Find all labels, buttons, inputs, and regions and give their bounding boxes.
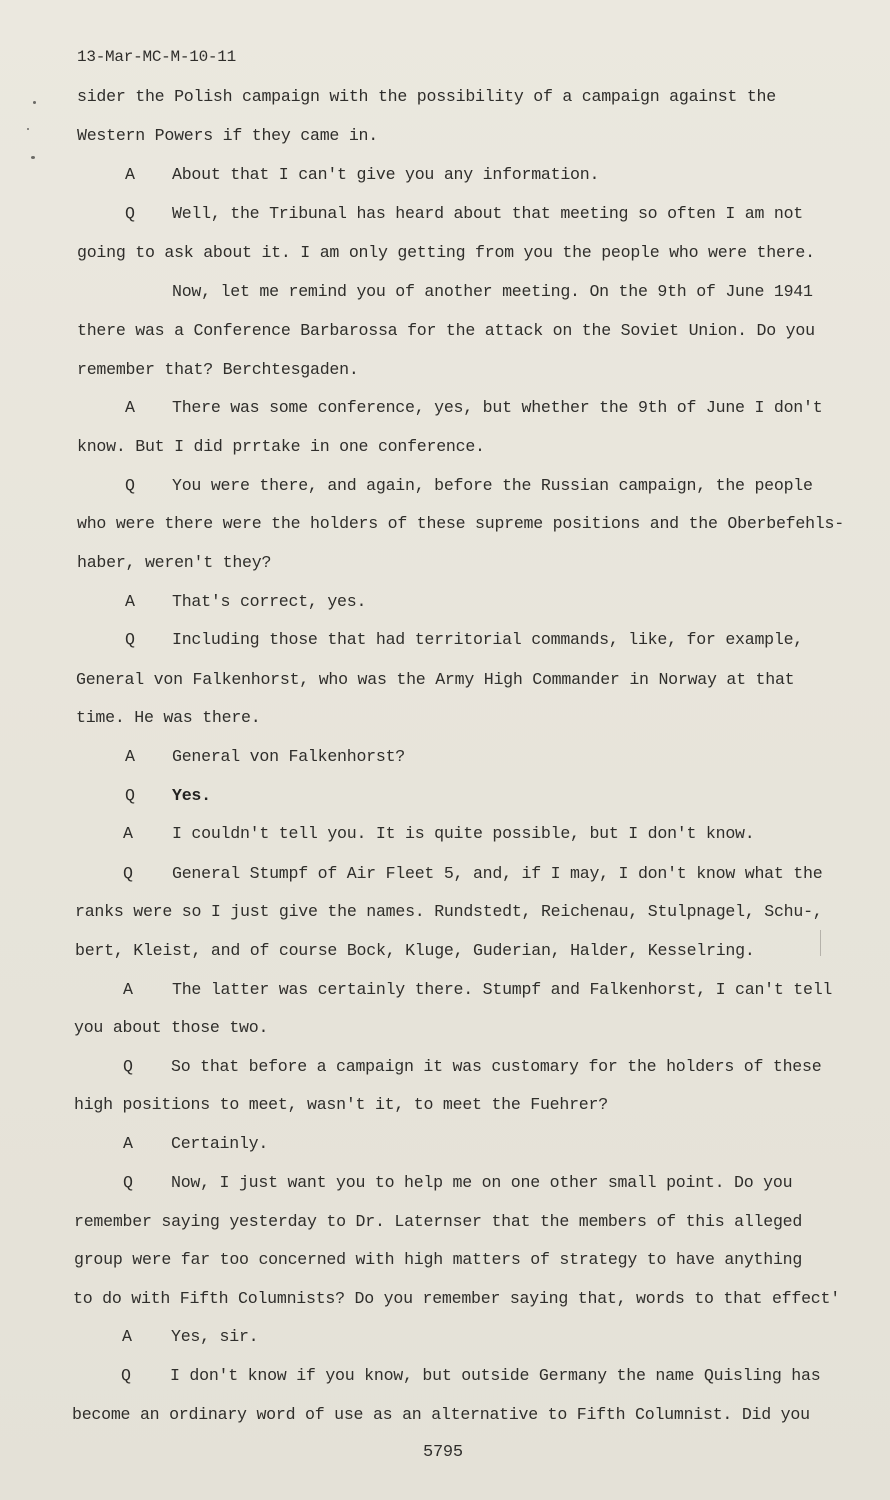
speaker-label: A xyxy=(122,1327,132,1346)
speaker-label: Q xyxy=(125,786,135,805)
margin-mark xyxy=(31,156,35,159)
line-text: going to ask about it. I am only getting from you the people who were there. xyxy=(77,243,815,262)
line-text: General von Falkenhorst, who was the Army High Commander in Norway at that xyxy=(76,670,795,689)
line-text: Including those that had territorial commands, like, for example, xyxy=(172,630,804,649)
speaker-label: A xyxy=(125,398,135,417)
line-text: group were far too concerned with high matters of strategy to have anything xyxy=(74,1250,803,1269)
speaker-label: Q xyxy=(123,864,133,883)
line-text: sider the Polish campaign with the possibility of a campaign against the xyxy=(77,87,776,106)
speaker-label: Q xyxy=(121,1366,131,1385)
line-text: Now, let me remind you of another meeting. On the 9th of June 1941 xyxy=(172,282,813,301)
page-number: 5795 xyxy=(423,1443,463,1462)
margin-mark xyxy=(27,128,29,130)
speaker-label: A xyxy=(123,824,133,843)
speaker-label: A xyxy=(123,980,133,999)
line-text: bert, Kleist, and of course Bock, Kluge, Guderian, Halder, Kesselring. xyxy=(75,941,755,960)
document-header-code: 13-Mar-MC-M-10-11 xyxy=(77,48,236,66)
speaker-label: Q xyxy=(125,630,135,649)
line-text: to do with Fifth Columnists? Do you remember saying that, words to that effect' xyxy=(73,1289,840,1308)
line-text: who were there were the holders of these supreme positions and the Oberbefehls- xyxy=(77,514,844,533)
line-text: About that I can't give you any information. xyxy=(172,165,600,184)
line-text: General Stumpf of Air Fleet 5, and, if I may, I don't know what the xyxy=(172,864,823,883)
line-text: There was some conference, yes, but whether the 9th of June I don't xyxy=(172,398,823,417)
line-text: Well, the Tribunal has heard about that meeting so often I am not xyxy=(172,204,804,223)
line-text: I don't know if you know, but outside Germany the name Quisling has xyxy=(170,1366,821,1385)
speaker-label: A xyxy=(125,165,135,184)
speaker-label: Q xyxy=(125,204,135,223)
line-text: Western Powers if they came in. xyxy=(77,126,378,145)
line-text: So that before a campaign it was customary for the holders of these xyxy=(171,1057,822,1076)
speaker-label: A xyxy=(123,1134,133,1153)
line-text: That's correct, yes. xyxy=(172,592,367,611)
line-text: remember saying yesterday to Dr. Laternser that the members of this alleged xyxy=(74,1212,803,1231)
line-text: haber, weren't they? xyxy=(77,553,272,572)
line-text: remember that? Berchtesgaden. xyxy=(77,360,359,379)
line-text: become an ordinary word of use as an alternative to Fifth Columnist. Did you xyxy=(72,1405,810,1424)
line-text: I couldn't tell you. It is quite possible, but I don't know. xyxy=(172,824,755,843)
line-text: Certainly. xyxy=(171,1134,269,1153)
line-text: high positions to meet, wasn't it, to meet the Fuehrer? xyxy=(74,1095,608,1114)
line-text: You were there, and again, before the Russian campaign, the people xyxy=(172,476,813,495)
speaker-label: Q xyxy=(123,1057,133,1076)
speaker-label: A xyxy=(125,747,135,766)
paper-crease xyxy=(820,930,821,956)
speaker-label: A xyxy=(125,592,135,611)
line-text: Now, I just want you to help me on one other small point. Do you xyxy=(171,1173,793,1192)
line-text: know. But I did prrtake in one conference. xyxy=(77,437,485,456)
line-text: you about those two. xyxy=(74,1018,269,1037)
line-text: ranks were so I just give the names. Rundstedt, Reichenau, Stulpnagel, Schu-, xyxy=(75,902,823,921)
line-text: The latter was certainly there. Stumpf and Falkenhorst, I can't tell xyxy=(172,980,833,999)
line-text: there was a Conference Barbarossa for the attack on the Soviet Union. Do you xyxy=(77,321,815,340)
speaker-label: Q xyxy=(123,1173,133,1192)
line-text: time. He was there. xyxy=(76,708,261,727)
line-text: General von Falkenhorst? xyxy=(172,747,405,766)
speaker-label: Q xyxy=(125,476,135,495)
margin-mark xyxy=(33,101,36,104)
line-text: Yes, sir. xyxy=(171,1327,259,1346)
line-text: Yes. xyxy=(172,786,211,805)
